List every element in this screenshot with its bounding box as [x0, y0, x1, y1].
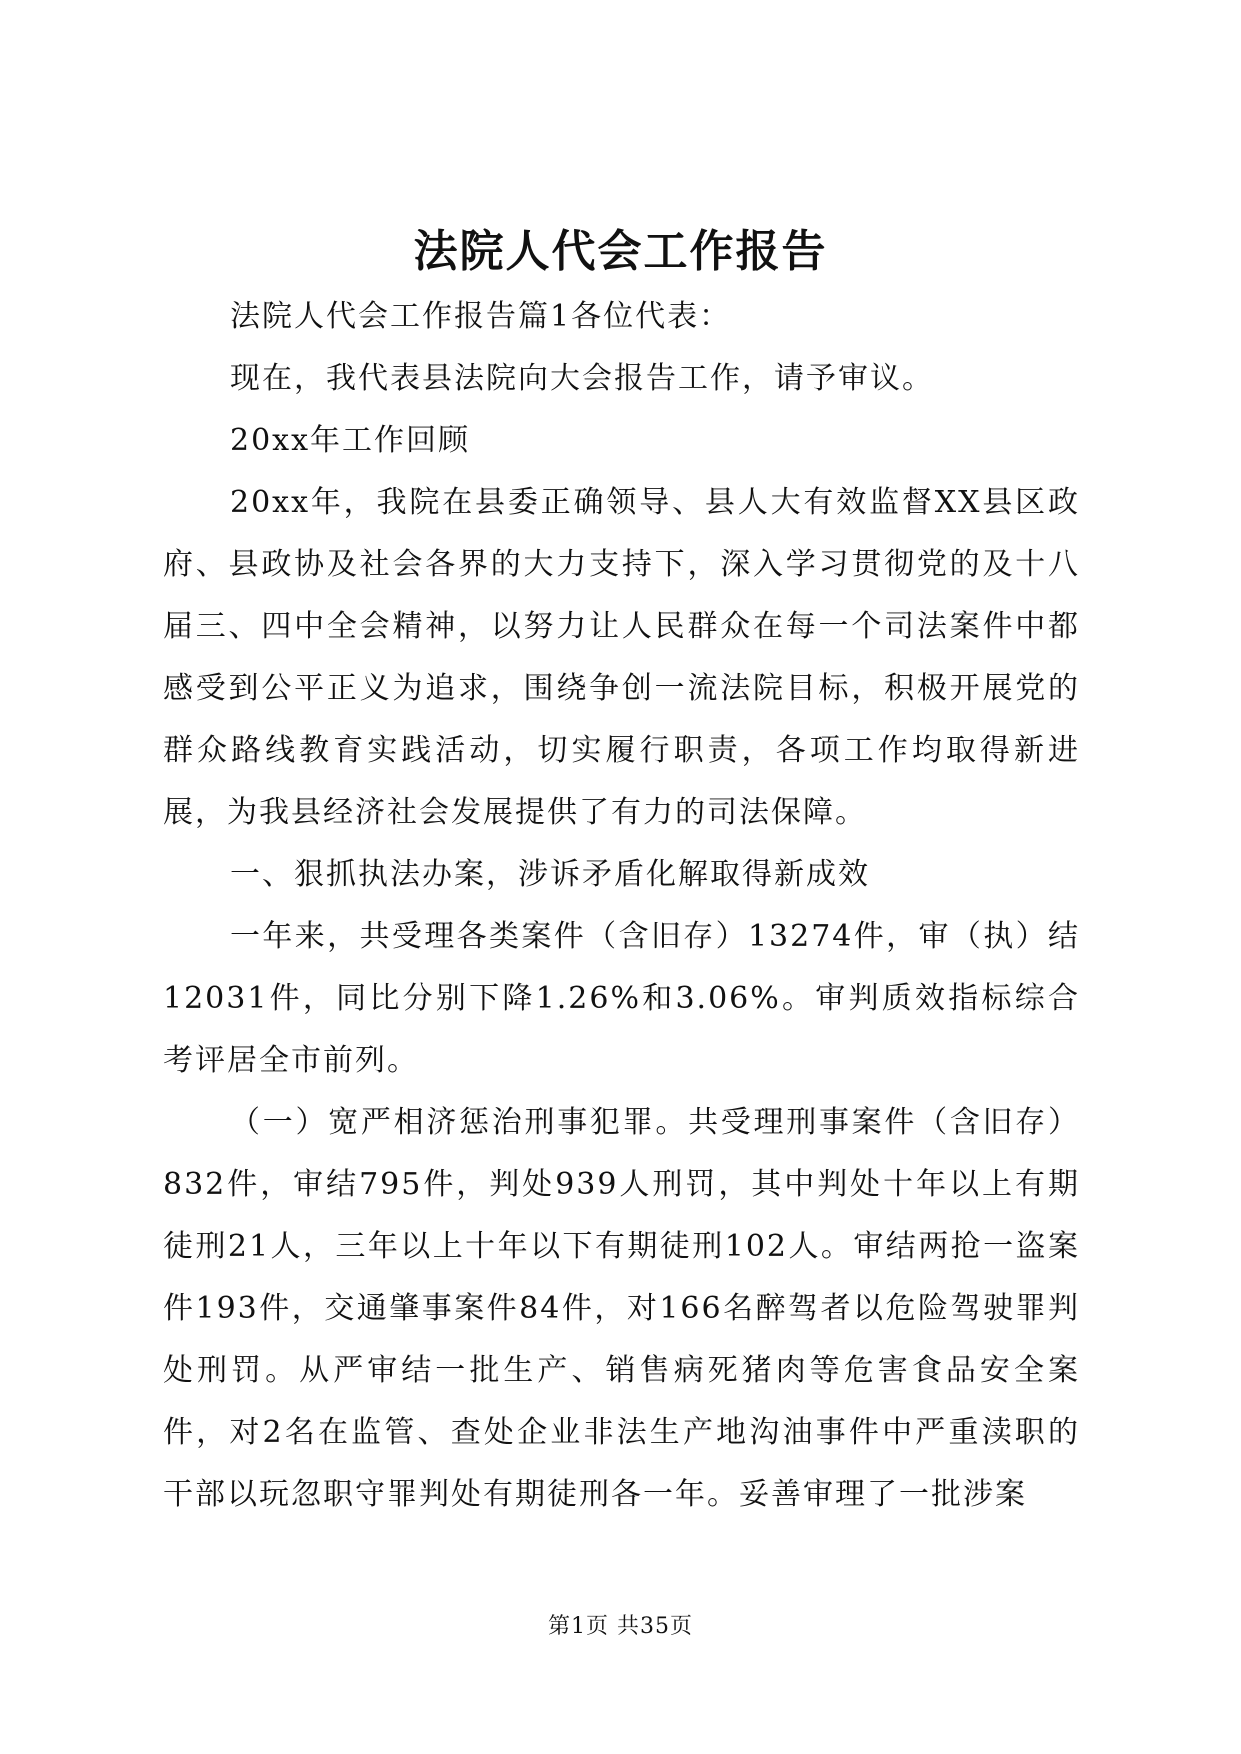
paragraph-case-stats: 一年来，共受理各类案件（含旧存）13274件，审（执）结12031件，同比分别下降1.26%和3.06%。审判质效指标综合考评居全市前列。 [163, 919, 1080, 1078]
document-body [163, 286, 1080, 1526]
paragraph-greeting: 法院人代会工作报告篇1各位代表： [230, 299, 732, 334]
paragraph-intro: 现在，我代表县法院向大会报告工作，请予审议。 [230, 361, 934, 396]
section-heading-review: 20xx年工作回顾 [230, 423, 471, 458]
paragraph-summary: 20xx年，我院在县委正确领导、县人大有效监督XX县区政府、县政协及社会各界的大力支持下，深入学习贯彻党的及十八届三、四中全会精神，以努力让人民群众在每一个司法案件中都感受到公平正义为追求，围绕争创一流法院目标，积极开展党的群众路线教育实践活动，切实履行职责，各项工作均取得新进展，为我县经济社会发展提供了有力的司法保障。 [163, 485, 1080, 830]
document-title: 法院人代会工作报告 [413, 226, 828, 277]
page-number-footer: 第1页 共35页 [548, 1614, 693, 1639]
paragraph-criminal-cases: （一）宽严相济惩治刑事犯罪。共受理刑事案件（含旧存）832件，审结795件，判处939人刑罚，其中判处十年以上有期徒刑21人，三年以上十年以下有期徒刑102人。审结两抢一盗案件193件，交通肇事案件84件，对166名醉驾者以危险驾驶罪判处刑罚。从严审结一批生产、销售病死猪肉等危害食品安全案件，对2名在监管、查处企业非法生产地沟油事件中严重渎职的干部以玩忽职守罪判处有期徒刑各一年。妥善审理了一批涉案 [163, 1105, 1080, 1512]
section-heading-one: 一、狠抓执法办案，涉诉矛盾化解取得新成效 [230, 857, 870, 892]
